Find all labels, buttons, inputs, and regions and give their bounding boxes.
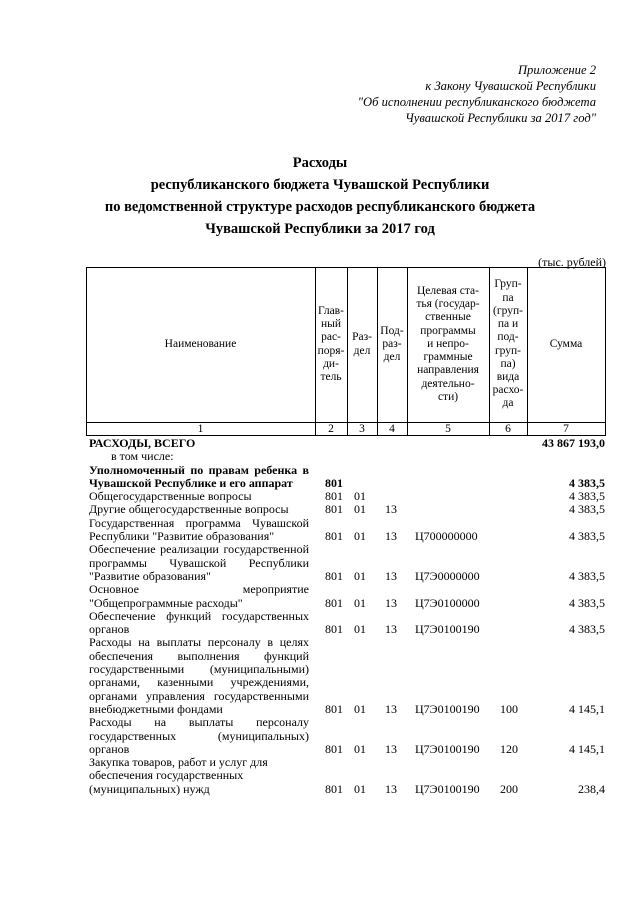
row-sum: 4 383,5	[569, 529, 605, 544]
row-podrazdel: 13	[385, 622, 397, 637]
units-label: (тыс. рублей)	[538, 255, 606, 269]
document-title	[0, 152, 640, 240]
column-header-razdel: Раз- дел	[352, 331, 372, 357]
row-name: Расходы на выплаты персоналу в целях обеспечения выполнения функций государственными (муниципальными) органами, казенными учреждениями, органами управления государственными внебюджетными фондами	[89, 635, 309, 716]
appendix-header	[316, 62, 596, 126]
row-glavny: 801	[325, 741, 343, 756]
table-row	[89, 450, 619, 463]
title-line-2: республиканского бюджета Чувашской Республики	[150, 177, 490, 193]
column-header-glavny: Глав- ный рас- поря- ди- тель	[317, 304, 345, 383]
row-podrazdel: 13	[385, 502, 397, 517]
column-number: 3	[359, 423, 365, 435]
row-razdel: 01	[354, 741, 366, 756]
row-name: Расходы на выплаты персоналу государственных (муниципальных) органов	[89, 715, 309, 756]
row-razdel: 01	[354, 489, 366, 504]
column-header-gruppa: Груп- па (груп- па и под- груп- па) вида расхо- да	[492, 278, 524, 410]
row-sum: 4 383,5	[569, 595, 605, 610]
row-sum: 238,4	[578, 781, 605, 796]
header-border-right	[605, 267, 606, 436]
table-row	[89, 437, 619, 450]
column-number: 7	[563, 423, 569, 435]
row-gruppa: 100	[500, 701, 518, 716]
row-glavny: 801	[325, 568, 343, 583]
row-celevaya: Ц7Э0000000	[415, 568, 480, 583]
row-name: РАСХОДЫ, ВСЕГО	[89, 436, 196, 450]
column-header-podrazdel: Под- раз- дел	[380, 324, 404, 364]
row-celevaya: Ц7Э0100190	[415, 781, 480, 796]
row-razdel: 01	[354, 701, 366, 716]
row-glavny: 801	[325, 781, 343, 796]
row-glavny: 801	[325, 502, 343, 517]
row-sum: 4 383,5	[569, 489, 605, 504]
row-razdel: 01	[354, 595, 366, 610]
row-podrazdel: 13	[385, 741, 397, 756]
column-header-summa: Сумма	[549, 337, 583, 350]
row-name: Другие общегосударственные вопросы	[89, 502, 289, 517]
row-razdel: 01	[354, 529, 366, 544]
row-name: Закупка товаров, работ и услуг для обеспечения государственных (муниципальных) нужд	[89, 755, 268, 796]
row-glavny: 801	[325, 529, 343, 544]
table-body	[89, 437, 619, 796]
row-podrazdel: 13	[385, 568, 397, 583]
row-name: Обеспечение функций государственных органов	[89, 608, 309, 637]
column-number: 2	[328, 423, 334, 435]
row-sum: 4 383,5	[569, 568, 605, 583]
row-razdel: 01	[354, 781, 366, 796]
row-sum: 43 867 193,0	[542, 436, 605, 450]
row-glavny: 801	[325, 622, 343, 637]
row-name: Уполномоченный по правам ребенка в Чувашской Республике и его аппарат	[89, 462, 309, 490]
row-razdel: 01	[354, 502, 366, 517]
row-sum: 4 383,5	[569, 502, 605, 517]
row-celevaya: Ц7Э0100190	[415, 701, 480, 716]
row-name: Обеспечение реализации государственной программы Чувашской Республики "Развитие образования"	[89, 542, 309, 583]
title-line-4: Чувашской Республики за 2017 год	[205, 221, 435, 237]
column-number: 4	[389, 423, 395, 435]
table-row	[89, 543, 619, 583]
row-celevaya: Ц7Э0100190	[415, 622, 480, 637]
row-gruppa: 200	[500, 781, 518, 796]
row-razdel: 01	[354, 568, 366, 583]
table-header	[86, 267, 606, 436]
table-row	[89, 756, 619, 796]
table-row	[89, 583, 619, 610]
column-number: 6	[505, 423, 511, 435]
table-row	[89, 716, 619, 756]
appendix-line-1: Приложение 2	[517, 63, 596, 77]
appendix-line-4: Чувашской Республики за 2017 год"	[405, 111, 596, 125]
row-celevaya: Ц7Э0100190	[415, 741, 480, 756]
column-number: 1	[197, 423, 204, 435]
row-sum: 4 383,5	[569, 622, 605, 637]
table-row	[89, 610, 619, 637]
column-number: 5	[445, 423, 451, 435]
table-row	[89, 636, 619, 716]
row-glavny: 801	[325, 701, 343, 716]
row-sum: 4 383,5	[569, 475, 605, 490]
row-glavny: 801	[325, 489, 343, 504]
row-glavny: 801	[325, 475, 343, 490]
appendix-line-2: к Закону Чувашской Республики	[425, 79, 596, 93]
row-gruppa: 120	[500, 741, 518, 756]
row-podrazdel: 13	[385, 595, 397, 610]
table-row	[89, 464, 619, 491]
row-sum: 4 145,1	[569, 701, 605, 716]
row-razdel: 01	[354, 622, 366, 637]
table-row	[89, 517, 619, 544]
row-podrazdel: 13	[385, 781, 397, 796]
table-row	[89, 490, 619, 503]
title-line-1: Расходы	[292, 155, 348, 171]
row-name: Государственная программа Чувашской Республики "Развитие образования"	[89, 515, 309, 544]
row-celevaya: Ц700000000	[415, 529, 478, 544]
row-name: Основное мероприятие "Общепрограммные расходы"	[89, 582, 309, 610]
column-header-name: Наименование	[164, 337, 237, 350]
row-podrazdel: 13	[385, 701, 397, 716]
row-glavny: 801	[325, 595, 343, 610]
row-name: Общегосударственные вопросы	[89, 489, 252, 504]
appendix-line-3: "Об исполнении республиканского бюджета	[357, 95, 596, 109]
row-sum: 4 145,1	[569, 741, 605, 756]
title-line-3: по ведомственной структуре расходов республиканского бюджета	[104, 199, 536, 215]
row-name: в том числе:	[111, 449, 174, 464]
row-celevaya: Ц7Э0100000	[415, 595, 480, 610]
column-header-celevaya: Целевая ста- тья (государ- ственные программы и непро- граммные направления деятельно- сти)	[416, 285, 480, 403]
row-podrazdel: 13	[385, 529, 397, 544]
table-row	[89, 503, 619, 516]
